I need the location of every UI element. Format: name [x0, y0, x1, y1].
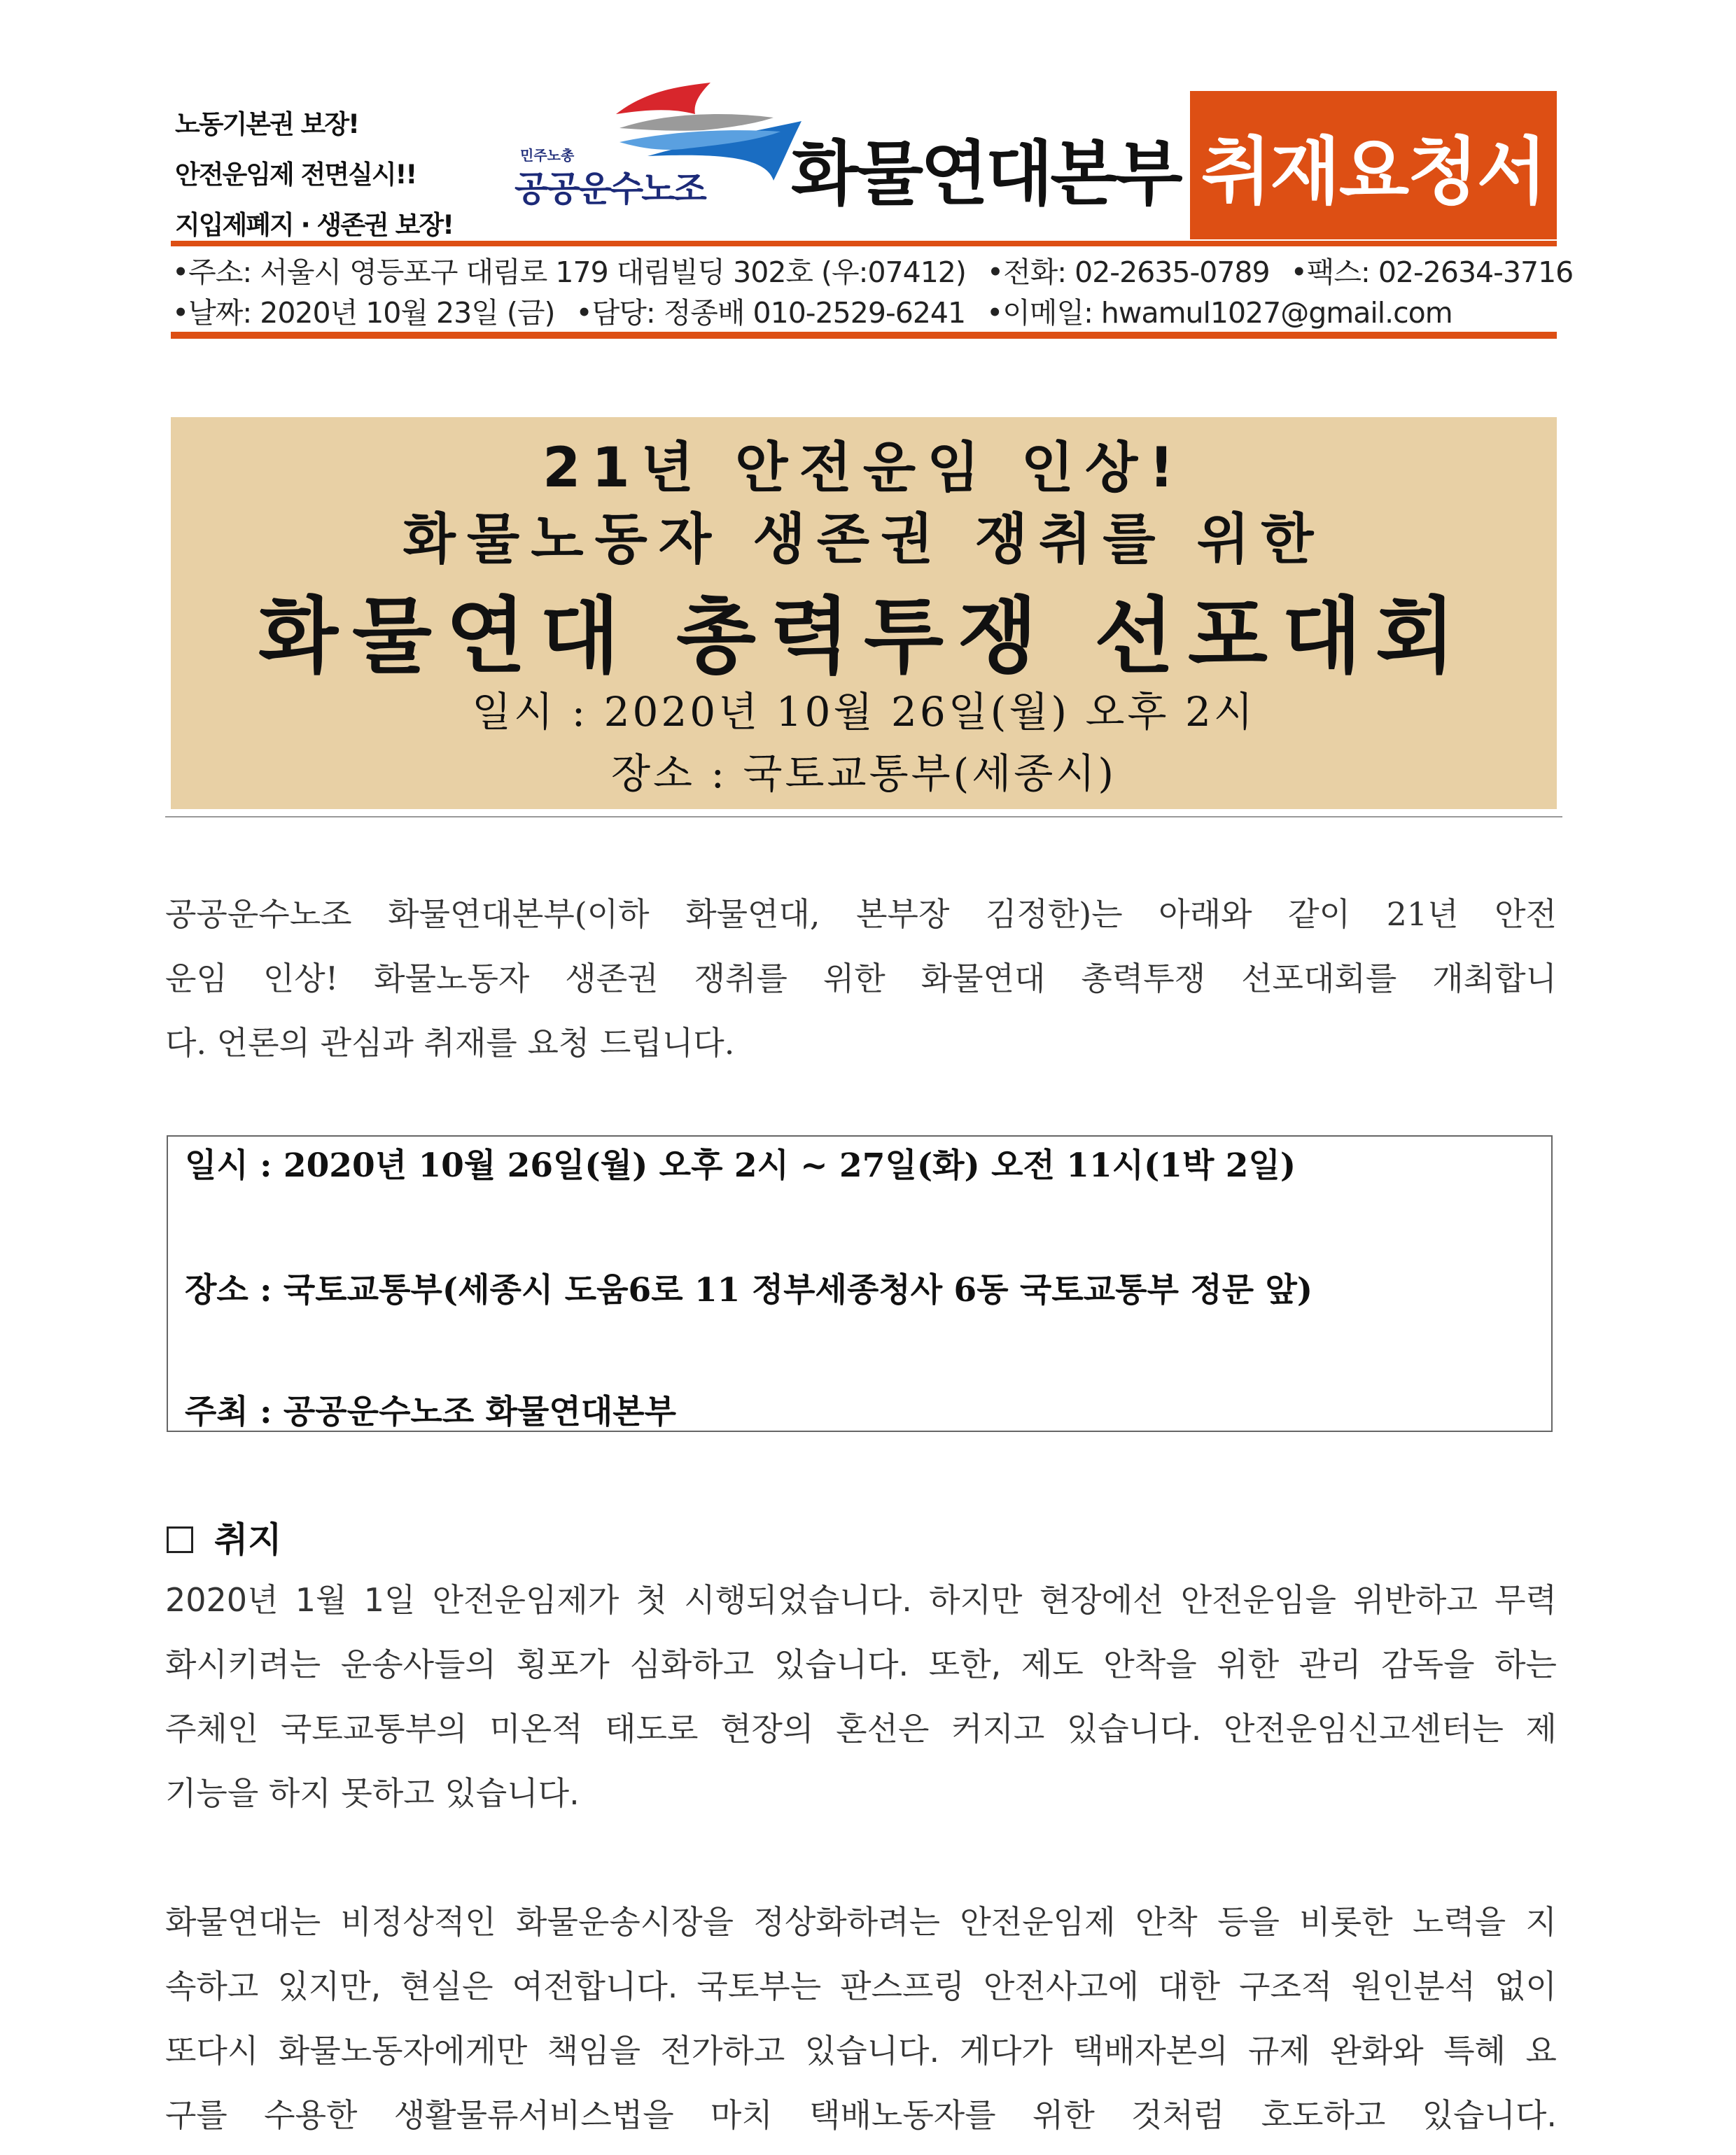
header-rule-bottom	[171, 332, 1557, 339]
slogan-3: 지입제폐지 · 생존권 보장!	[175, 210, 453, 240]
body-line: 기능을 하지 못하고 있습니다.	[165, 1774, 580, 1812]
body-line: 2020년 1월 1일 안전운임제가 첫 시행되었습니다. 하지만 현장에선 안전운임을 위반하고 무력	[165, 1581, 1557, 1619]
union-logo	[514, 76, 802, 216]
body-line: 구를 수용한 생활물류서비스법을 마치 택배노동자를 위한 것처럼 호도하고 있습니다.	[165, 2096, 1557, 2134]
intro-line: 공공운수노조 화물연대본부(이하 화물연대, 본부장 김정한)는 아래와 같이 21년 안전	[165, 895, 1557, 933]
intro-line: 다. 언론의 관심과 취재를 요청 드립니다.	[165, 1024, 735, 1062]
title-line-2: 화물노동자 생존권 쟁취를 위한	[402, 508, 1325, 571]
purpose-paragraph-2	[165, 1890, 1557, 2147]
title-line-1: 21년 안전운임 인상!	[542, 437, 1185, 500]
title-box	[171, 417, 1557, 809]
intro-paragraph	[165, 882, 1557, 1075]
event-datetime: 일시 : 2020년 10월 26일(월) 오후 2시 ~ 27일(화) 오전 11시(1박 2일)	[185, 1146, 1296, 1185]
fax-text: •팩스: 02-2634-3716	[1290, 255, 1574, 289]
org-name: 화물연대본부	[791, 133, 1180, 215]
checkbox-square-icon	[167, 1526, 193, 1553]
union-name: 공공운수노조	[514, 169, 705, 209]
slogan-2: 안전운임제 전면실시!!	[175, 160, 416, 190]
body-line: 또다시 화물노동자에게만 책임을 전가하고 있습니다. 게다가 택배자본의 규제 완화와 특혜 요	[165, 2032, 1557, 2070]
contact-line-2	[172, 290, 1452, 331]
title-place: 장소 : 국토교통부(세종시)	[611, 750, 1116, 797]
date-text: •날짜: 2020년 10월 23일 (금)	[172, 296, 555, 330]
event-host: 주최 : 공공운수노조 화물연대본부	[185, 1393, 677, 1431]
slogan-block	[175, 99, 504, 251]
event-info-box	[167, 1135, 1553, 1432]
document-type-badge: 취재요청서	[1190, 91, 1557, 239]
contact-person-text: •담당: 정종배 010-2529-6241	[575, 296, 966, 330]
title-datetime: 일시 : 2020년 10월 26일(월) 오후 2시	[472, 688, 1256, 736]
body-line: 속하고 있지만, 현실은 여전합니다. 국토부는 판스프링 안전사고에 대한 구조적 원인분석 없이	[165, 1967, 1557, 2005]
header-rule-top	[171, 241, 1557, 246]
section-heading	[167, 1512, 282, 1562]
section-heading-text: 취지	[214, 1519, 282, 1560]
intro-line: 운임 인상! 화물노동자 생존권 쟁취를 위한 화물연대 총력투쟁 선포대회를 개최합니	[165, 960, 1557, 997]
title-main: 화물연대 총력투쟁 선포대회	[258, 588, 1470, 685]
union-small-label: 민주노총	[520, 147, 575, 164]
phone-text: •전화: 02-2635-0789	[986, 255, 1270, 289]
body-line: 화물연대는 비정상적인 화물운송시장을 정상화하려는 안전운임제 안착 등을 비롯한 노력을 지	[165, 1903, 1557, 1941]
body-line: 주체인 국토교통부의 미온적 태도로 현장의 혼선은 커지고 있습니다. 안전운임신고센터는 제	[165, 1710, 1557, 1748]
title-divider	[165, 816, 1562, 817]
email-text: •이메일: hwamul1027@gmail.com	[986, 296, 1452, 330]
address-text: •주소: 서울시 영등포구 대림로 179 대림빌딩 302호 (우:07412)	[172, 255, 966, 289]
event-place: 장소 : 국토교통부(세종시 도움6로 11 정부세종청사 6동 국토교통부 정문 앞)	[185, 1271, 1313, 1310]
slogan-1: 노동기본권 보장!	[175, 109, 358, 139]
purpose-paragraph-1	[165, 1568, 1557, 1825]
contact-line-1	[172, 249, 1573, 290]
body-line: 화시키려는 운송사들의 횡포가 심화하고 있습니다. 또한, 제도 안착을 위한 관리 감독을 하는	[165, 1645, 1557, 1683]
